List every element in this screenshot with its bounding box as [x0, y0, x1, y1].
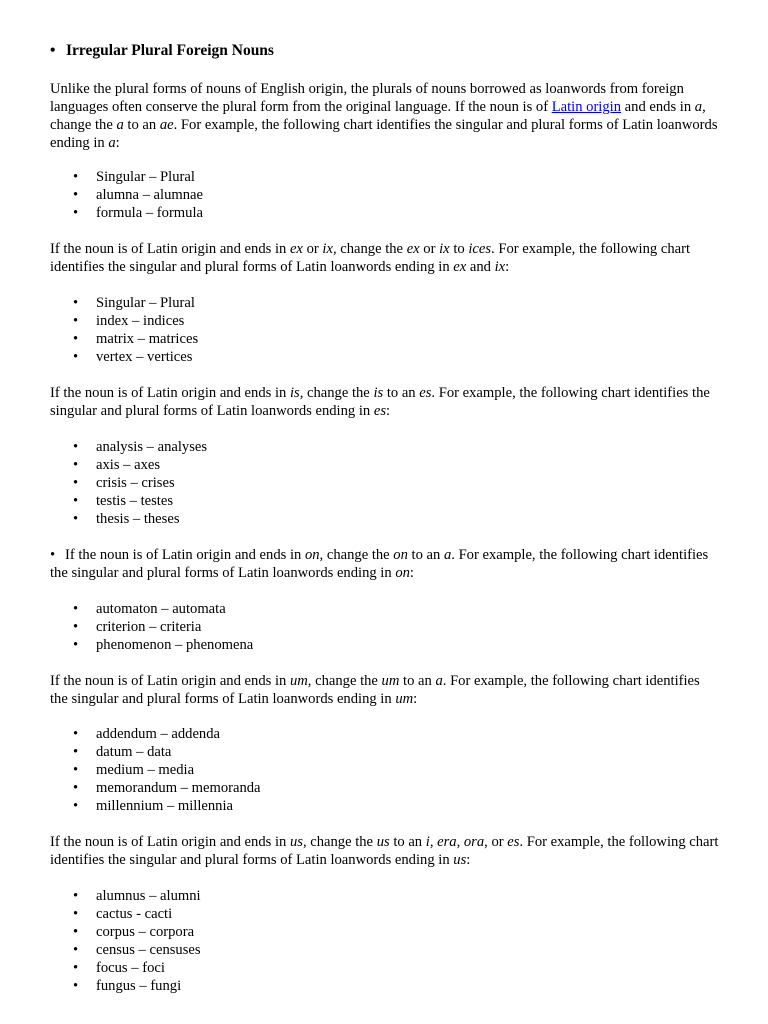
italic-term: ae [159, 117, 174, 133]
italic-term: ex [406, 241, 420, 257]
italic-term: ix [494, 259, 506, 275]
text-run: . For example, the following chart identifies the singular and plural forms of Latin loanwords ending in [50, 834, 719, 868]
italic-term: i [425, 834, 430, 850]
text-run: : [505, 259, 510, 275]
list-is-plurals [50, 438, 550, 528]
list-item: • alumnus – alumni [50, 887, 550, 905]
italic-term: um [395, 691, 414, 707]
list-item: • datum – data [50, 743, 550, 761]
text-run: , change the [302, 834, 377, 850]
text-run: . For example, the following chart identifies the singular and plural forms of Latin loanwords ending in [50, 241, 691, 275]
text-run: If the noun is of Latin origin and ends in [50, 241, 290, 257]
text-run: Unlike the plural forms of nouns of English origin, the plurals of nouns borrowed as loanwords from foreign languages often conserve the plural form from the original language. If the noun is of [50, 81, 684, 115]
intro-paragraph-ex [50, 240, 720, 276]
text-run: to an [123, 117, 160, 133]
list-um-plurals [50, 725, 550, 815]
list-on-plurals [50, 600, 550, 654]
text-run: , change the [50, 99, 706, 133]
italic-term: is [289, 385, 300, 401]
text-run: : [413, 691, 418, 707]
latin-origin-link[interactable]: Latin origin [551, 99, 622, 115]
italic-term: um [381, 673, 400, 689]
text-run: , [429, 834, 438, 850]
intro-paragraph-us [50, 833, 720, 869]
intro-paragraph-um [50, 672, 720, 708]
list-item: • alumna – alumnae [50, 186, 550, 204]
list-a-plurals [50, 168, 550, 222]
italic-term: a [694, 99, 703, 115]
text-run: : [466, 852, 471, 868]
text-run: to an [383, 385, 420, 401]
italic-term: es [507, 834, 520, 850]
section-heading [50, 42, 274, 60]
italic-term: us [376, 834, 390, 850]
text-run: If the noun is of Latin origin and ends in [50, 834, 290, 850]
list-item: • crisis – crises [50, 474, 550, 492]
intro-paragraph-on [50, 546, 720, 582]
list-item: • cactus - cacti [50, 905, 550, 923]
list-item: • testis – testes [50, 492, 550, 510]
list-item: • matrix – matrices [50, 330, 550, 348]
text-run: , [456, 834, 464, 850]
italic-term: us [453, 852, 467, 868]
paragraph-bullet: • [50, 547, 56, 563]
text-run: or [302, 241, 323, 257]
intro-paragraph-a [50, 80, 720, 152]
text-run: . For example, the following chart identifies the singular and plural forms of Latin loanwords ending in [50, 547, 709, 581]
italic-term: on [395, 565, 410, 581]
text-run: If the noun is of Latin origin and ends in [50, 385, 290, 401]
text-run: , change the [332, 241, 407, 257]
text-run: , change the [307, 673, 382, 689]
text-run: and [466, 259, 495, 275]
list-item: • analysis – analyses [50, 438, 550, 456]
text-run: . For example, the following chart identifies the singular and plural forms of Latin loanwords ending in [50, 673, 700, 707]
list-item: • thesis – theses [50, 510, 550, 528]
italic-term: ex [453, 259, 467, 275]
list-item: • formula – formula [50, 204, 550, 222]
text-run: , change the [319, 547, 394, 563]
list-item: • medium – media [50, 761, 550, 779]
italic-term: on [393, 547, 408, 563]
italic-term: on [304, 547, 320, 563]
list-item: • Singular – Plural [50, 294, 550, 312]
text-run: and ends in [621, 99, 695, 115]
list-us-plurals [50, 887, 550, 995]
italic-term: is [373, 385, 384, 401]
italic-term: a [443, 547, 452, 563]
text-run: to an [407, 547, 444, 563]
list-item: • memorandum – memoranda [50, 779, 550, 797]
italic-term: ex [289, 241, 303, 257]
intro-paragraph-is [50, 384, 720, 420]
list-item: • Singular – Plural [50, 168, 550, 186]
list-ex-plurals [50, 294, 550, 366]
italic-term: ices [468, 241, 492, 257]
italic-term: era [437, 834, 457, 850]
italic-term: a [116, 117, 124, 133]
text-run: : [409, 565, 414, 581]
heading-title: Irregular Plural Foreign Nouns [66, 42, 274, 59]
list-item: • vertex – vertices [50, 348, 550, 366]
text-run: : [386, 403, 391, 419]
list-item: • axis – axes [50, 456, 550, 474]
text-run: If the noun is of Latin origin and ends in [65, 547, 305, 563]
italic-term: um [289, 673, 308, 689]
text-run: or [419, 241, 440, 257]
text-run: to an [389, 834, 426, 850]
italic-term: es [373, 403, 387, 419]
list-item: • millennium – millennia [50, 797, 550, 815]
list-item: • automaton – automata [50, 600, 550, 618]
italic-term: ix [439, 241, 450, 257]
list-item: • index – indices [50, 312, 550, 330]
italic-term: a [435, 673, 443, 689]
text-run: to an [399, 673, 436, 689]
list-item: • addendum – addenda [50, 725, 550, 743]
list-item: • criterion – criteria [50, 618, 550, 636]
italic-term: es [419, 385, 432, 401]
text-run: , change the [299, 385, 374, 401]
text-run: . For example, the following chart identifies the singular and plural forms of Latin loanwords ending in [50, 385, 710, 419]
italic-term: ix [322, 241, 333, 257]
list-item: • focus – foci [50, 959, 550, 977]
text-run: If the noun is of Latin origin and ends in [50, 673, 290, 689]
list-item: • phenomenon – phenomena [50, 636, 550, 654]
text-run: to [449, 241, 469, 257]
list-item: • fungus – fungi [50, 977, 550, 995]
list-item: • census – censuses [50, 941, 550, 959]
italic-term: us [289, 834, 303, 850]
text-run: , or [484, 834, 508, 850]
heading-bullet: • [50, 42, 56, 59]
italic-term: a [108, 135, 116, 151]
text-run: . For example, the following chart identifies the singular and plural forms of Latin loanwords ending in [50, 117, 718, 151]
text-run: : [115, 135, 120, 151]
italic-term: ora [463, 834, 485, 850]
list-item: • corpus – corpora [50, 923, 550, 941]
